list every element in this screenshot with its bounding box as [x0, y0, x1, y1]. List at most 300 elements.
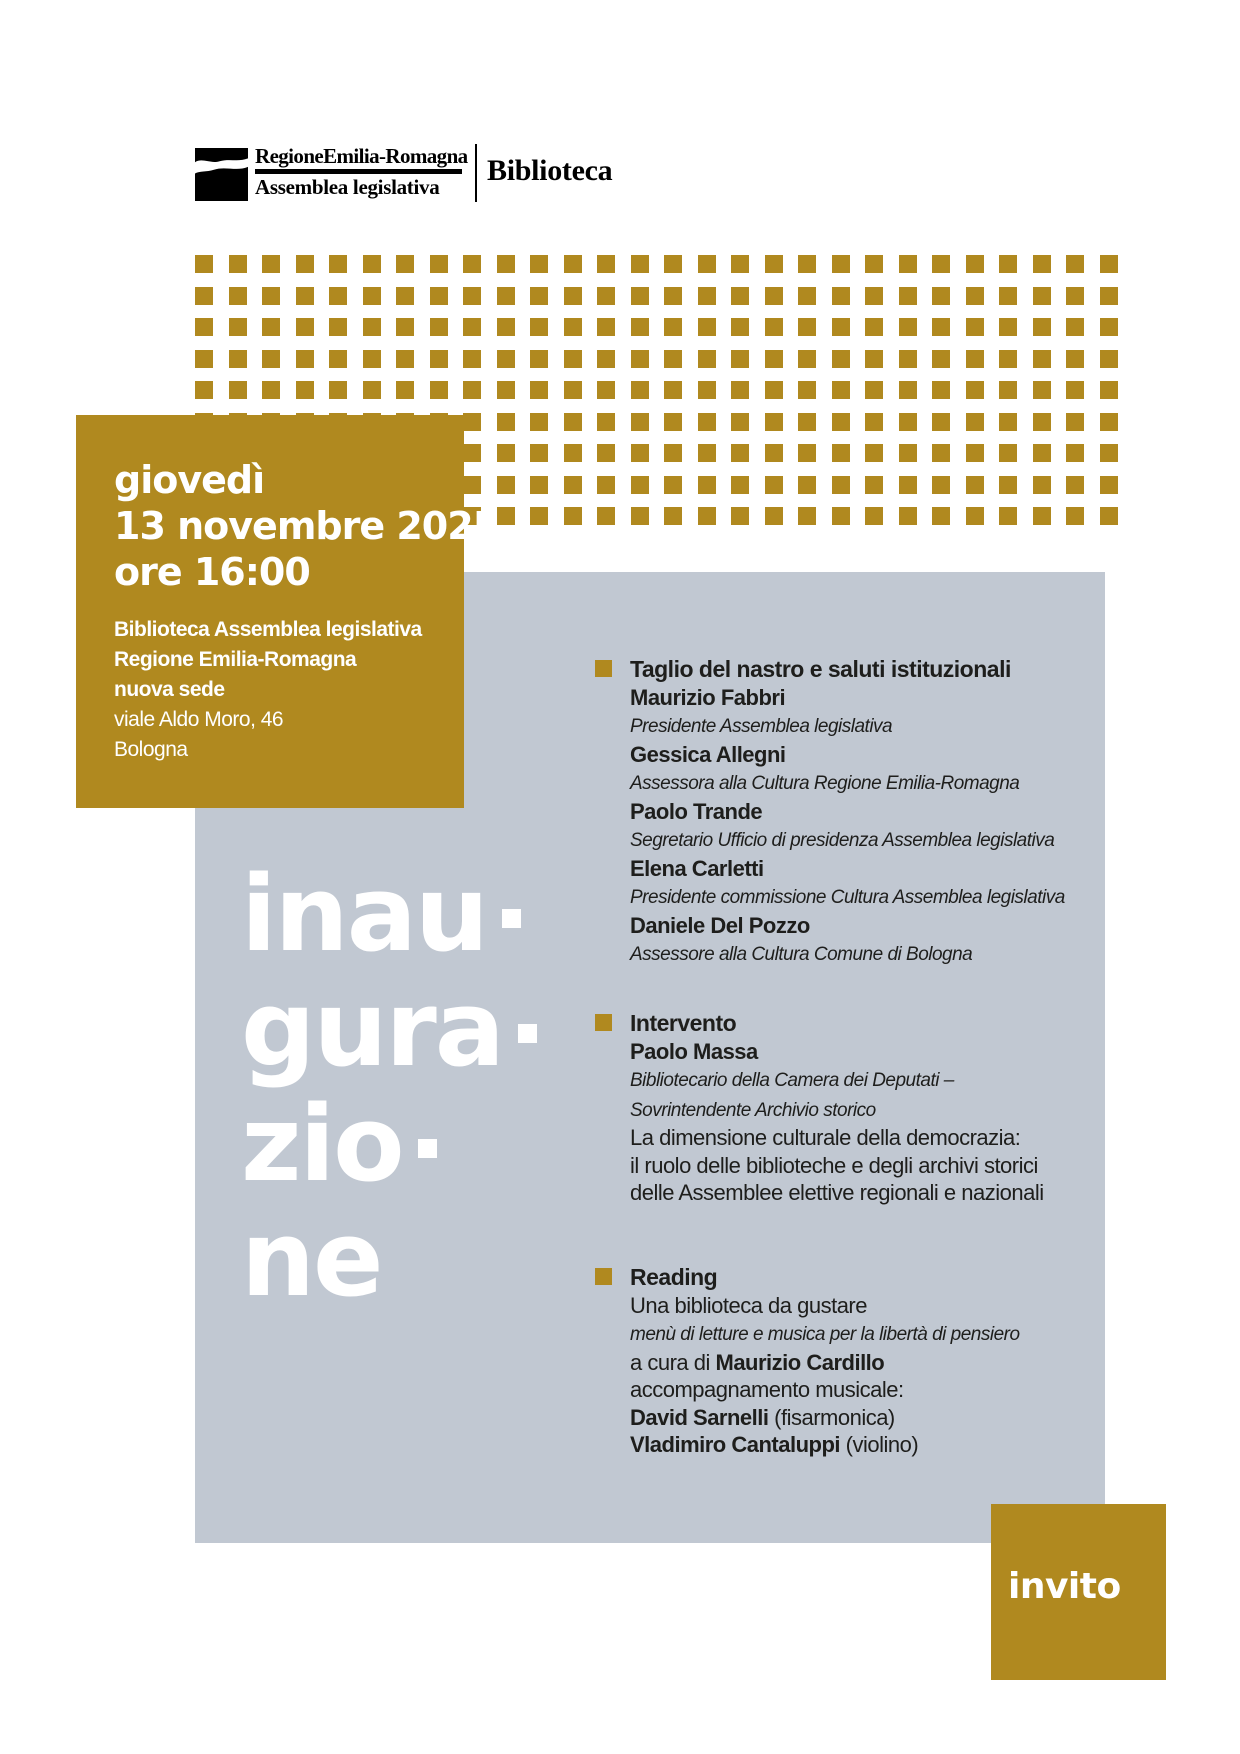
- grid-dot: [564, 476, 582, 494]
- grid-dot: [631, 255, 649, 273]
- grid-dot: [430, 381, 448, 399]
- grid-dot: [966, 350, 984, 368]
- program-text-segment: Bibliotecario della Camera dei Deputati –: [630, 1070, 954, 1091]
- grid-dot: [832, 350, 850, 368]
- program-line: [630, 768, 1090, 798]
- grid-dot: [597, 507, 615, 525]
- grid-dot: [296, 318, 314, 336]
- grid-dot: [966, 507, 984, 525]
- grid-dot: [1066, 444, 1084, 462]
- grid-dot: [262, 287, 280, 305]
- program-text-segment: menù di letture e musica per la libertà di pensiero: [630, 1324, 1020, 1345]
- grid-dot: [999, 444, 1017, 462]
- grid-dot: [1033, 255, 1051, 273]
- grid-dot: [1066, 507, 1084, 525]
- program-text-segment: Paolo Massa: [630, 1038, 758, 1064]
- invito-label: invito: [1008, 1566, 1121, 1607]
- logo-rule: [255, 169, 462, 174]
- program-line: [630, 1404, 1090, 1432]
- grid-dot: [899, 255, 917, 273]
- title-line: [241, 1198, 537, 1320]
- grid-dot: [262, 381, 280, 399]
- grid-dot: [564, 413, 582, 431]
- grid-dot: [664, 507, 682, 525]
- grid-dot: [798, 318, 816, 336]
- bullet-square-icon: [595, 660, 612, 677]
- grid-dot: [798, 444, 816, 462]
- grid-dot: [363, 318, 381, 336]
- grid-dot: [932, 444, 950, 462]
- grid-dot: [530, 287, 548, 305]
- grid-dot: [296, 350, 314, 368]
- grid-dot: [564, 507, 582, 525]
- grid-dot: [798, 287, 816, 305]
- program-text-segment: Gessica Allegni: [630, 741, 786, 767]
- grid-dot: [396, 381, 414, 399]
- program-line: [630, 1431, 1090, 1459]
- program-line: [630, 855, 1090, 883]
- program-line: [630, 711, 1090, 741]
- grid-dot: [765, 444, 783, 462]
- grid-dot: [765, 255, 783, 273]
- grid-dot: [832, 381, 850, 399]
- grid-dot: [731, 350, 749, 368]
- grid-dot: [497, 444, 515, 462]
- title-text: inau: [241, 853, 487, 975]
- grid-dot: [195, 255, 213, 273]
- grid-dot: [497, 413, 515, 431]
- program-line: [630, 939, 1090, 969]
- grid-dot: [1066, 287, 1084, 305]
- grid-dot: [497, 255, 515, 273]
- grid-dot: [999, 413, 1017, 431]
- grid-dot: [329, 255, 347, 273]
- event-when: [114, 457, 498, 595]
- program-text-segment: David Sarnelli: [630, 1404, 769, 1430]
- grid-dot: [1033, 287, 1051, 305]
- grid-dot: [530, 413, 548, 431]
- grid-dot: [765, 381, 783, 399]
- inaugurazione-title: [241, 853, 537, 1320]
- grid-dot: [229, 381, 247, 399]
- grid-dot: [999, 476, 1017, 494]
- grid-dot: [597, 413, 615, 431]
- grid-dot: [698, 507, 716, 525]
- grid-dot: [798, 381, 816, 399]
- program-text-segment: Sovrintendente Archivio storico: [630, 1099, 876, 1121]
- interpunct-square-icon: [418, 1139, 437, 1158]
- bullet-square-icon: [595, 1268, 612, 1285]
- grid-dot: [1100, 476, 1118, 494]
- program-text-segment: Paolo Trande: [630, 798, 763, 824]
- grid-dot: [262, 255, 280, 273]
- grid-dot: [430, 287, 448, 305]
- program-line: [630, 1179, 1090, 1207]
- grid-dot: [865, 413, 883, 431]
- venue-line: Regione Emilia-Romagna: [114, 648, 357, 671]
- grid-dot: [698, 381, 716, 399]
- program-text-segment: Maurizio Fabbri: [630, 684, 786, 710]
- grid-dot: [631, 507, 649, 525]
- grid-dot: [698, 444, 716, 462]
- grid-dot: [932, 287, 950, 305]
- grid-dot: [195, 318, 213, 336]
- logo-text: [255, 144, 468, 199]
- grid-dot: [195, 350, 213, 368]
- grid-dot: [597, 444, 615, 462]
- grid-dot: [1100, 350, 1118, 368]
- grid-dot: [1100, 255, 1118, 273]
- grid-dot: [1100, 381, 1118, 399]
- grid-dot: [430, 318, 448, 336]
- grid-dot: [631, 444, 649, 462]
- grid-dot: [530, 350, 548, 368]
- bullet-square-icon: [595, 1014, 612, 1031]
- grid-dot: [363, 350, 381, 368]
- grid-dot: [731, 255, 749, 273]
- grid-dot: [865, 444, 883, 462]
- grid-dot: [463, 350, 481, 368]
- grid-dot: [597, 476, 615, 494]
- program-line: [630, 741, 1090, 769]
- grid-dot: [229, 350, 247, 368]
- program-text-segment: Segretario Ufficio di presidenza Assemblea legislativa: [630, 830, 1055, 851]
- grid-dot: [798, 350, 816, 368]
- program-line: [630, 1124, 1090, 1152]
- grid-dot: [1033, 444, 1051, 462]
- grid-dot: [497, 287, 515, 305]
- grid-dot: [865, 350, 883, 368]
- grid-dot: [530, 381, 548, 399]
- grid-dot: [363, 255, 381, 273]
- section-heading: [630, 1264, 1090, 1292]
- program-text-segment: Presidente commissione Cultura Assemblea legislativa: [630, 887, 1065, 908]
- title-text: zio: [241, 1083, 403, 1205]
- program-text-segment: Assessore alla Cultura Comune di Bologna: [630, 944, 973, 965]
- title-text: ne: [241, 1198, 382, 1320]
- grid-dot: [765, 507, 783, 525]
- section-heading-text: Reading: [630, 1264, 718, 1290]
- grid-dot: [530, 444, 548, 462]
- grid-dot: [530, 318, 548, 336]
- program-text-segment: Elena Carletti: [630, 855, 764, 881]
- grid-dot: [631, 476, 649, 494]
- grid-dot: [966, 381, 984, 399]
- program-text-segment: (violino): [840, 1432, 919, 1457]
- grid-dot: [832, 287, 850, 305]
- grid-dot: [1100, 318, 1118, 336]
- grid-dot: [865, 507, 883, 525]
- grid-dot: [765, 287, 783, 305]
- section-heading-text: Taglio del nastro e saluti istituzionali: [630, 656, 1011, 682]
- grid-dot: [966, 318, 984, 336]
- grid-dot: [664, 287, 682, 305]
- grid-dot: [296, 287, 314, 305]
- grid-dot: [966, 413, 984, 431]
- grid-dot: [664, 444, 682, 462]
- section-heading: [630, 1010, 1090, 1038]
- event-venue: [114, 615, 422, 765]
- grid-dot: [999, 381, 1017, 399]
- grid-dot: [999, 350, 1017, 368]
- grid-dot: [463, 318, 481, 336]
- grid-dot: [564, 287, 582, 305]
- grid-dot: [363, 381, 381, 399]
- logo: [195, 144, 675, 214]
- title-line: [241, 1083, 537, 1205]
- program-text-segment: accompagnamento musicale:: [630, 1377, 904, 1402]
- program-line: [630, 1319, 1090, 1349]
- grid-dot: [631, 381, 649, 399]
- invito-badge: [991, 1504, 1166, 1680]
- program-text-segment: a cura di: [630, 1349, 716, 1375]
- grid-dot: [966, 444, 984, 462]
- grid-dot: [899, 507, 917, 525]
- grid-dot: [1066, 476, 1084, 494]
- grid-dot: [966, 255, 984, 273]
- grid-dot: [1033, 318, 1051, 336]
- grid-dot: [396, 255, 414, 273]
- program-line: [630, 1292, 1090, 1320]
- section-heading: [630, 656, 1090, 684]
- program-section-reading: [630, 1264, 1090, 1459]
- grid-dot: [229, 287, 247, 305]
- grid-dot: [329, 287, 347, 305]
- grid-dot: [195, 381, 213, 399]
- grid-dot: [1066, 255, 1084, 273]
- venue-line: Bologna: [114, 738, 188, 761]
- program-line: [630, 1152, 1090, 1180]
- interpunct-square-icon: [518, 1024, 537, 1043]
- grid-dot: [497, 507, 515, 525]
- grid-dot: [1066, 318, 1084, 336]
- grid-dot: [932, 350, 950, 368]
- grid-dot: [631, 413, 649, 431]
- grid-dot: [1033, 476, 1051, 494]
- venue-line: viale Aldo Moro, 46: [114, 708, 284, 731]
- grid-dot: [798, 507, 816, 525]
- program-line: [630, 1376, 1090, 1404]
- grid-dot: [329, 350, 347, 368]
- grid-dot: [564, 381, 582, 399]
- grid-dot: [865, 381, 883, 399]
- grid-dot: [564, 350, 582, 368]
- grid-dot: [195, 287, 213, 305]
- program-section-taglio-del-nastro: [630, 656, 1090, 969]
- program-text-segment: Vladimiro Cantaluppi: [630, 1432, 841, 1457]
- grid-dot: [1100, 444, 1118, 462]
- grid-dot: [430, 350, 448, 368]
- grid-dot: [262, 350, 280, 368]
- grid-dot: [698, 287, 716, 305]
- grid-dot: [296, 255, 314, 273]
- grid-dot: [363, 287, 381, 305]
- section-heading-text: Intervento: [630, 1010, 737, 1036]
- program-section-intervento: [630, 1010, 1090, 1207]
- program-text-segment: delle Assemblee elettive regionali e nazionali: [630, 1180, 1044, 1205]
- grid-dot: [731, 476, 749, 494]
- grid-dot: [530, 255, 548, 273]
- grid-dot: [597, 381, 615, 399]
- program-text-segment: Daniele Del Pozzo: [630, 912, 810, 938]
- grid-dot: [899, 476, 917, 494]
- grid-dot: [999, 255, 1017, 273]
- event-date-box: [76, 415, 499, 808]
- program-line: [630, 1038, 1090, 1066]
- grid-dot: [932, 381, 950, 399]
- grid-dot: [698, 476, 716, 494]
- program-text-segment: il ruolo delle biblioteche e degli archivi storici: [630, 1152, 1038, 1178]
- grid-dot: [798, 255, 816, 273]
- title-text: gura: [241, 968, 503, 1090]
- grid-dot: [396, 318, 414, 336]
- grid-dot: [1033, 413, 1051, 431]
- grid-dot: [932, 318, 950, 336]
- grid-dot: [765, 476, 783, 494]
- grid-dot: [731, 287, 749, 305]
- interpunct-square-icon: [502, 909, 521, 928]
- grid-dot: [664, 255, 682, 273]
- event-day: giovedì: [114, 458, 265, 502]
- grid-dot: [664, 350, 682, 368]
- grid-dot: [396, 287, 414, 305]
- regione-emilia-romagna-logo-icon: [195, 148, 248, 201]
- grid-dot: [597, 318, 615, 336]
- grid-dot: [564, 444, 582, 462]
- grid-dot: [1100, 413, 1118, 431]
- program-text-segment: Assessora alla Cultura Regione Emilia-Romagna: [630, 773, 1020, 794]
- logo-region-name: RegioneEmilia-Romagna: [255, 144, 468, 168]
- event-time: ore 16:00: [114, 550, 310, 594]
- grid-dot: [1066, 381, 1084, 399]
- grid-dot: [1033, 507, 1051, 525]
- grid-dot: [698, 413, 716, 431]
- grid-dot: [229, 255, 247, 273]
- grid-dot: [899, 318, 917, 336]
- grid-dot: [932, 255, 950, 273]
- grid-dot: [999, 507, 1017, 525]
- grid-dot: [497, 476, 515, 494]
- grid-dot: [564, 318, 582, 336]
- grid-dot: [229, 318, 247, 336]
- grid-dot: [832, 255, 850, 273]
- grid-dot: [463, 255, 481, 273]
- grid-dot: [865, 287, 883, 305]
- grid-dot: [932, 413, 950, 431]
- program-text-segment: Una biblioteca da gustare: [630, 1292, 867, 1318]
- program-line: [630, 1065, 1090, 1095]
- grid-dot: [865, 255, 883, 273]
- grid-dot: [698, 350, 716, 368]
- grid-dot: [765, 413, 783, 431]
- grid-dot: [798, 476, 816, 494]
- grid-dot: [832, 444, 850, 462]
- grid-dot: [1066, 413, 1084, 431]
- program-line: [630, 1095, 1090, 1125]
- grid-dot: [999, 318, 1017, 336]
- grid-dot: [899, 444, 917, 462]
- grid-dot: [932, 476, 950, 494]
- grid-dot: [530, 476, 548, 494]
- program-text-segment: Maurizio Cardillo: [715, 1349, 885, 1375]
- grid-dot: [664, 381, 682, 399]
- logo-divider: [475, 144, 477, 202]
- grid-dot: [899, 350, 917, 368]
- program-line: [630, 798, 1090, 826]
- grid-dot: [1033, 381, 1051, 399]
- grid-dot: [698, 318, 716, 336]
- grid-dot: [832, 476, 850, 494]
- grid-dot: [631, 350, 649, 368]
- program-text-segment: La dimensione culturale della democrazia:: [630, 1125, 1021, 1150]
- grid-dot: [999, 287, 1017, 305]
- grid-dot: [564, 255, 582, 273]
- grid-dot: [463, 381, 481, 399]
- grid-dot: [631, 287, 649, 305]
- grid-dot: [463, 413, 481, 431]
- grid-dot: [497, 318, 515, 336]
- grid-dot: [832, 318, 850, 336]
- program-line: [630, 1349, 1090, 1377]
- grid-dot: [597, 287, 615, 305]
- grid-dot: [932, 507, 950, 525]
- logo-unit-biblioteca: Biblioteca: [487, 154, 613, 187]
- title-line: [241, 968, 537, 1090]
- program-line: [630, 684, 1090, 712]
- title-line: [241, 853, 537, 975]
- venue-line: Biblioteca Assemblea legislativa: [114, 618, 422, 641]
- grid-dot: [966, 476, 984, 494]
- grid-dot: [832, 507, 850, 525]
- grid-dot: [296, 381, 314, 399]
- grid-dot: [731, 381, 749, 399]
- grid-dot: [798, 413, 816, 431]
- grid-dot: [1066, 350, 1084, 368]
- grid-dot: [597, 255, 615, 273]
- grid-dot: [899, 287, 917, 305]
- grid-dot: [1100, 287, 1118, 305]
- program-text-segment: (fisarmonica): [768, 1404, 895, 1430]
- program-text-segment: Presidente Assemblea legislativa: [630, 716, 893, 737]
- logo-assembly-name: Assemblea legislativa: [255, 175, 440, 199]
- grid-dot: [664, 318, 682, 336]
- grid-dot: [731, 318, 749, 336]
- grid-dot: [262, 318, 280, 336]
- grid-dot: [530, 507, 548, 525]
- grid-dot: [698, 255, 716, 273]
- grid-dot: [899, 381, 917, 399]
- grid-dot: [1100, 507, 1118, 525]
- venue-line: nuova sede: [114, 678, 225, 701]
- program-line: [630, 912, 1090, 940]
- grid-dot: [1033, 350, 1051, 368]
- grid-dot: [597, 350, 615, 368]
- grid-dot: [865, 318, 883, 336]
- grid-dot: [664, 476, 682, 494]
- program-line: [630, 882, 1090, 912]
- grid-dot: [899, 413, 917, 431]
- grid-dot: [329, 318, 347, 336]
- grid-dot: [430, 255, 448, 273]
- grid-dot: [664, 413, 682, 431]
- program-line: [630, 825, 1090, 855]
- grid-dot: [497, 350, 515, 368]
- grid-dot: [765, 350, 783, 368]
- grid-dot: [731, 413, 749, 431]
- grid-dot: [865, 476, 883, 494]
- grid-dot: [329, 381, 347, 399]
- event-date: 13 novembre 2025: [114, 504, 499, 548]
